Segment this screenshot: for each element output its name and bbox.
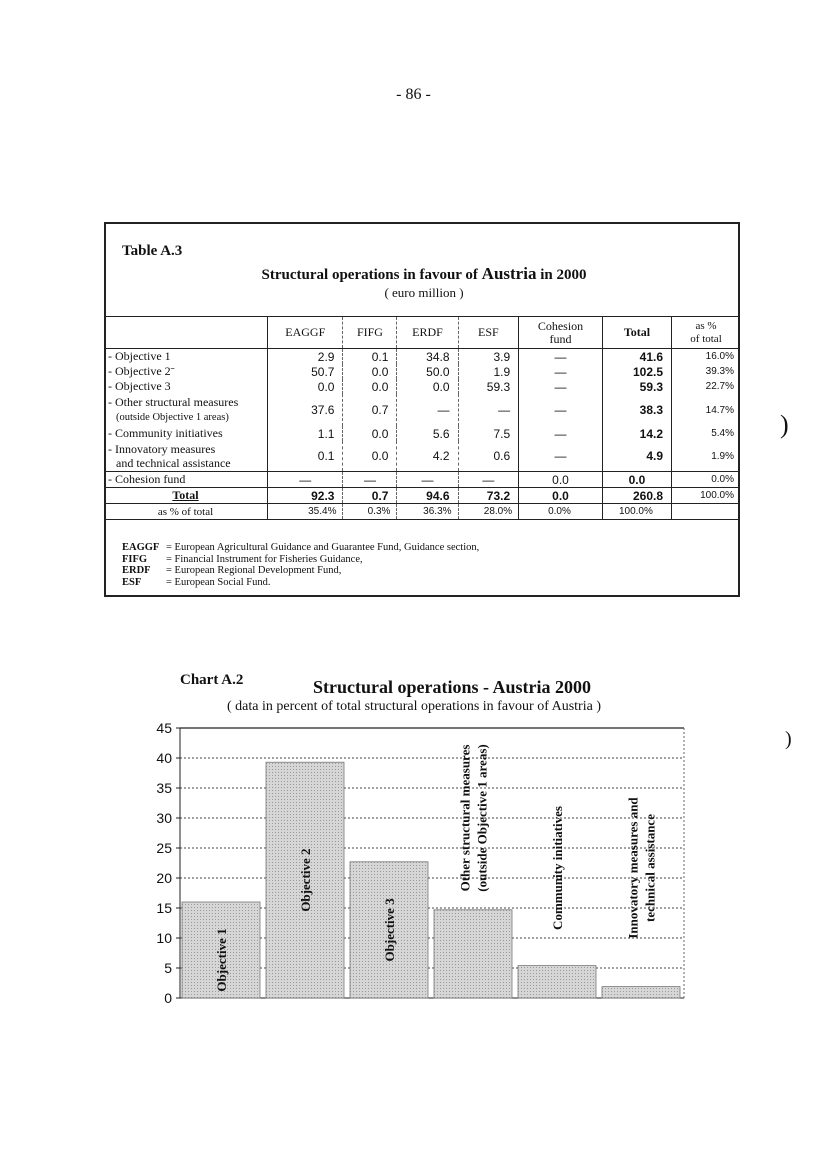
- note-text: = European Agricultural Guidance and Guarantee Fund, Guidance section,: [166, 542, 480, 553]
- y-tick-label: 0: [164, 990, 172, 1006]
- cell-pct: 0.0%: [672, 472, 740, 488]
- note-line: [122, 542, 479, 554]
- cell-total: 260.8: [602, 488, 671, 504]
- cell-cohesion: —: [519, 441, 603, 472]
- bar-label-text: (outside Objective 1 areas): [474, 744, 490, 892]
- cell-pct: 100.0%: [672, 488, 740, 504]
- chart-title: Structural operations - Austria 2000: [313, 677, 591, 697]
- cell-total: 4.9: [602, 441, 671, 472]
- note-text: = European Regional Development Fund,: [166, 565, 342, 576]
- cell-cohesion: —: [519, 379, 603, 394]
- header-fifg: FIFG: [343, 317, 397, 349]
- cell-eaggf: 2.9: [268, 349, 343, 365]
- table-row: [104, 379, 740, 394]
- note-abbr: ESF: [122, 576, 142, 588]
- cell-esf: 28.0%: [458, 504, 519, 520]
- cell-total: 0.0: [602, 472, 671, 488]
- row-label: - Objective 2ˉ: [108, 364, 175, 378]
- row-label: - Objective 3: [108, 379, 171, 393]
- chart-bar: [434, 910, 512, 998]
- y-tick-label: 30: [156, 810, 172, 826]
- table-title-part2: in 2000: [540, 267, 587, 283]
- header-cohesion-line2: fund: [549, 331, 572, 346]
- cell-cohesion: 0.0: [519, 488, 603, 504]
- row-label: - Cohesion fund: [104, 472, 268, 488]
- abbreviation-notes: [122, 542, 479, 588]
- header-pct-line2: of total: [690, 332, 722, 345]
- cell-total: 59.3: [602, 379, 671, 394]
- cell-cohesion: 0.0: [519, 472, 603, 488]
- table-row-total: [104, 488, 740, 504]
- cell-total: 14.2: [602, 426, 671, 441]
- cell-pct: 22.7%: [672, 379, 740, 394]
- cell-esf: 3.9: [458, 349, 519, 365]
- y-tick-label: 35: [156, 780, 172, 796]
- cell-cohesion: —: [519, 364, 603, 379]
- header-cohesion-line1: Cohesion: [537, 318, 584, 333]
- y-tick-label: 20: [156, 870, 172, 886]
- cell-eaggf: 50.7: [268, 364, 343, 379]
- table-row: [104, 426, 740, 441]
- cell-fifg: 0.3%: [343, 504, 397, 520]
- cell-erdf: 94.6: [397, 488, 458, 504]
- row-label: [104, 394, 268, 426]
- cell-total: 102.5: [602, 364, 671, 379]
- cell-pct: 39.3%: [672, 364, 740, 379]
- bar-label-text: Objective 2: [298, 848, 313, 912]
- note-line: [122, 565, 479, 577]
- cell-eaggf: 35.4%: [268, 504, 343, 520]
- cell-eaggf: 0.0: [268, 379, 343, 394]
- y-tick-label: 40: [156, 750, 172, 766]
- header-erdf: ERDF: [397, 317, 458, 349]
- chart-bar: [602, 987, 680, 998]
- bar-label: [382, 898, 397, 962]
- table-title: [106, 264, 742, 284]
- cell-erdf: 5.6: [397, 426, 458, 441]
- row-label: Total: [104, 488, 268, 504]
- cell-total: 100.0%: [602, 504, 671, 520]
- cell-esf: 59.3: [458, 379, 519, 394]
- cell-fifg: 0.0: [343, 379, 397, 394]
- cell-erdf: 34.8: [397, 349, 458, 365]
- header-blank: [104, 317, 268, 349]
- bar-label: [298, 849, 313, 912]
- cell-eaggf: 92.3: [268, 488, 343, 504]
- cell-eaggf: 1.1: [268, 426, 343, 441]
- cell-esf: —: [458, 472, 519, 488]
- y-tick-label: 15: [156, 900, 172, 916]
- note-line: [122, 554, 479, 566]
- header-total: Total: [602, 317, 671, 349]
- cell-fifg: 0.7: [343, 394, 397, 426]
- cell-fifg: 0.0: [343, 426, 397, 441]
- bar-label-text: technical assistance: [642, 814, 658, 922]
- margin-mark: ): [780, 410, 789, 439]
- cell-fifg: 0.0: [343, 441, 397, 472]
- table-title-part1: Structural operations in favour of: [261, 267, 478, 283]
- cell-pct-empty: [672, 504, 740, 520]
- row-label-sub: and technical assistance: [116, 456, 231, 470]
- note-line: [122, 577, 479, 589]
- note-text: = European Social Fund.: [166, 576, 271, 588]
- table-row: [104, 441, 740, 472]
- row-label: - Community initiatives: [108, 426, 223, 440]
- table-box: [104, 222, 740, 597]
- margin-mark: ): [785, 728, 792, 750]
- chart-label: Chart A.2: [180, 672, 244, 688]
- cell-cohesion: —: [519, 349, 603, 365]
- header-pct: [672, 317, 740, 349]
- cell-erdf: 0.0: [397, 379, 458, 394]
- cell-pct: 16.0%: [672, 349, 740, 365]
- chart-bar: [518, 966, 596, 998]
- row-label-main: - Innovatory measures: [108, 442, 216, 456]
- cell-erdf: 50.0: [397, 364, 458, 379]
- cell-eaggf: 0.1: [268, 441, 343, 472]
- row-label: - Objective 1: [108, 349, 171, 363]
- table-row: [104, 349, 740, 365]
- note-text: = Financial Instrument for Fisheries Guidance,: [166, 553, 363, 565]
- cell-pct: 1.9%: [672, 441, 740, 472]
- cell-fifg: 0.0: [343, 364, 397, 379]
- cell-eaggf: 37.6: [268, 394, 343, 426]
- bar-label: [550, 806, 565, 930]
- page-number: - 86 -: [396, 86, 431, 103]
- table-row-cohesion: [104, 472, 740, 488]
- bar-label-text: Innovatory measures and: [625, 797, 641, 939]
- table-row: [104, 364, 740, 379]
- cell-esf: 73.2: [458, 488, 519, 504]
- table-row: [104, 394, 740, 426]
- table-label: Table A.3: [122, 243, 183, 259]
- row-label: [104, 441, 268, 472]
- cell-erdf: —: [397, 472, 458, 488]
- cell-esf: 7.5: [458, 426, 519, 441]
- bar-label-text: Objective 3: [382, 898, 397, 962]
- note-abbr: EAGGF: [122, 542, 160, 553]
- cell-esf: 1.9: [458, 364, 519, 379]
- header-eaggf: EAGGF: [268, 317, 343, 349]
- cell-total: 41.6: [602, 349, 671, 365]
- note-abbr: FIFG: [122, 553, 148, 565]
- table-row-pct: [104, 504, 740, 520]
- row-label-main: - Other structural measures: [108, 395, 239, 409]
- cell-erdf: —: [397, 394, 458, 426]
- cell-cohesion: —: [519, 394, 603, 426]
- chart-subtitle: ( data in percent of total structural operations in favour of Austria ): [227, 699, 601, 714]
- data-table: [104, 316, 740, 520]
- bar-label-text: Other structural measures: [457, 744, 473, 892]
- chart-bars: [182, 762, 680, 998]
- cell-erdf: 36.3%: [397, 504, 458, 520]
- bar-chart: [140, 718, 700, 1018]
- bar-label-text: Objective 1: [214, 928, 229, 992]
- cell-pct: 5.4%: [672, 426, 740, 441]
- cell-total: 38.3: [602, 394, 671, 426]
- header-pct-line1: as %: [695, 319, 717, 332]
- header-esf: ESF: [458, 317, 519, 349]
- row-label: as % of total: [104, 504, 268, 520]
- table-subtitle: ( euro million ): [384, 285, 464, 300]
- y-tick-label: 10: [156, 930, 172, 946]
- cell-esf: 0.6: [458, 441, 519, 472]
- table-title-country: Austria: [481, 264, 537, 283]
- y-tick-label: 45: [156, 720, 172, 736]
- cell-esf: —: [458, 394, 519, 426]
- y-tick-label: 5: [164, 960, 172, 976]
- bar-label: [214, 928, 229, 991]
- table-header-row: [104, 317, 740, 349]
- cell-cohesion: —: [519, 426, 603, 441]
- header-cohesion: [519, 317, 603, 349]
- cell-fifg: 0.7: [343, 488, 397, 504]
- cell-fifg: —: [343, 472, 397, 488]
- note-abbr: ERDF: [122, 565, 151, 576]
- cell-cohesion: 0.0%: [519, 504, 603, 520]
- cell-erdf: 4.2: [397, 441, 458, 472]
- cell-eaggf: —: [268, 472, 343, 488]
- bar-label-text: Community initiatives: [550, 806, 565, 930]
- cell-pct: 14.7%: [672, 394, 740, 426]
- row-label-sub: (outside Objective 1 areas): [116, 412, 229, 423]
- y-tick-label: 25: [156, 840, 172, 856]
- cell-fifg: 0.1: [343, 349, 397, 365]
